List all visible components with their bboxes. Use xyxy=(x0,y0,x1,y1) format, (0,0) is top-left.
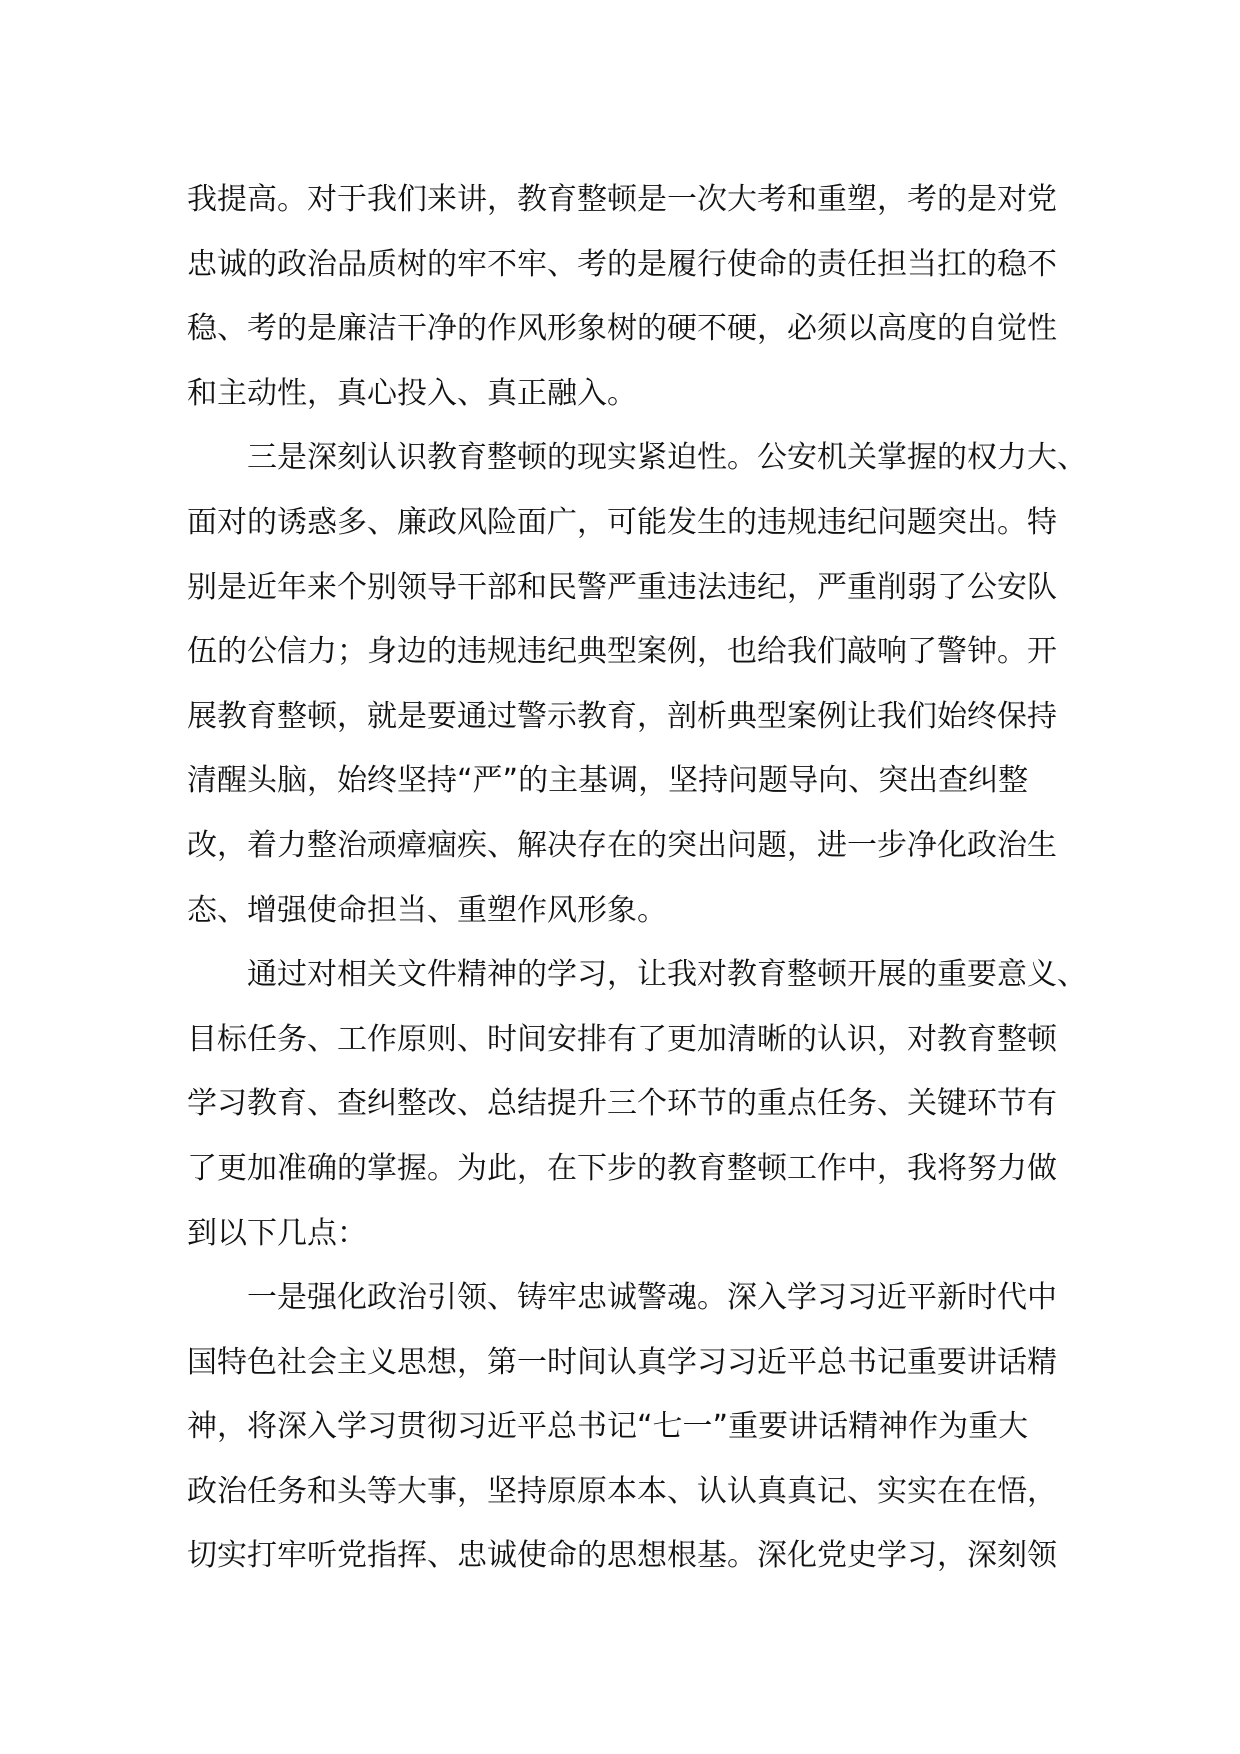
text-line: 面对的诱惑多、廉政风险面广，可能发生的违规违纪问题突出。特 xyxy=(187,504,1057,540)
text-line: 和主动性，真心投入、真正融入。 xyxy=(187,375,637,411)
text-line: 伍的公信力；身边的违规违纪典型案例，也给我们敲响了警钟。开 xyxy=(187,634,1057,670)
text-line: 学习教育、查纠整改、总结提升三个环节的重点任务、关键环节有 xyxy=(187,1086,1057,1122)
text-line: 忠诚的政治品质树的牢不牢、考的是履行使命的责任担当扛的稳不 xyxy=(187,246,1057,282)
text-line: 态、增强使命担当、重塑作风形象。 xyxy=(187,892,667,928)
text-line: 改，着力整治顽瘴痼疾、解决存在的突出问题，进一步净化政治生 xyxy=(187,827,1057,863)
paragraph-start-line: 通过对相关文件精神的学习，让我对教育整顿开展的重要意义、 xyxy=(247,957,1087,993)
body-text xyxy=(187,168,1087,1589)
paragraph-start-line: 三是深刻认识教育整顿的现实紧迫性。公安机关掌握的权力大、 xyxy=(247,440,1087,476)
text-line: 国特色社会主义思想，第一时间认真学习习近平总书记重要讲话精 xyxy=(187,1344,1057,1380)
text-line: 我提高。对于我们来讲，教育整顿是一次大考和重塑，考的是对党 xyxy=(187,182,1057,217)
text-line: 政治任务和头等大事，坚持原原本本、认认真真记、实实在在悟， xyxy=(187,1473,1057,1509)
paragraph-start-line: 一是强化政治引领、铸牢忠诚警魂。深入学习习近平新时代中 xyxy=(247,1280,1057,1316)
text-line: 稳、考的是廉洁干净的作风形象树的硬不硬，必须以高度的自觉性 xyxy=(187,311,1057,347)
text-line: 清醒头脑，始终坚持“严”的主基调，坚持问题导向、突出查纠整 xyxy=(187,763,1029,799)
text-line: 目标任务、工作原则、时间安排有了更加清晰的认识，对教育整顿 xyxy=(187,1021,1057,1057)
text-line: 别是近年来个别领导干部和民警严重违法违纪，严重削弱了公安队 xyxy=(187,569,1057,605)
text-line: 切实打牢听党指挥、忠诚使命的思想根基。深化党史学习，深刻领 xyxy=(187,1538,1057,1574)
text-line: 了更加准确的掌握。为此，在下步的教育整顿工作中，我将努力做 xyxy=(187,1150,1057,1186)
text-line: 神，将深入学习贯彻习近平总书记“七一”重要讲话精神作为重大 xyxy=(187,1409,1029,1445)
text-line: 展教育整顿，就是要通过警示教育，剖析典型案例让我们始终保持 xyxy=(187,698,1057,734)
text-line: 到以下几点： xyxy=(187,1215,367,1251)
